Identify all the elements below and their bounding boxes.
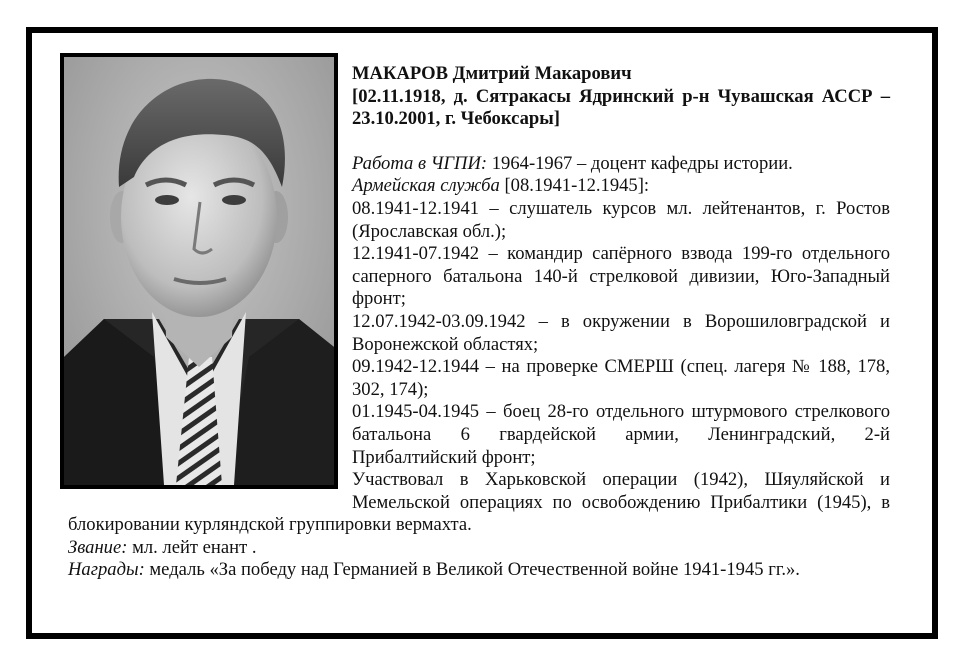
biography-text [68,63,890,582]
person-name: МАКАРОВ Дмитрий Макарович [352,63,632,84]
army-entry: 09.1942-12.1944 – на проверке СМЕРШ (спец. лагеря № 188, 178, 302, 174); [352,356,890,400]
army-entry: 12.07.1942-03.09.1942 – в окружении в Ворошиловградской и Воронежской областях; [352,310,890,355]
rank-line [68,537,890,560]
rank-label: Звание: [68,536,128,558]
army-period: [08.1941-12.1945]: [499,175,650,197]
awards-value: медаль «За победу над Германией в Великой Отечественной войне 1941-1945 гг.». [144,559,800,581]
army-label: Армейская служба [352,175,500,197]
person-life-dates: [02.11.1918, д. Сятракасы Ядринский р-н Чувашская АССР – 23.10.2001, г. Чебоксары] [352,85,890,130]
rank-value: мл. лейт енант . [127,536,257,558]
biography-card [26,27,938,639]
operations-text: Участвовал в Харьковской операции (1942), Шяуляйской и Мемельской операциях по освобождению Прибалтики (1945), в блокировании курляндской группировки вермахта. [68,469,890,536]
army-entry: 12.1941-07.1942 – командир сапёрного взвода 199-го отдельного саперного батальона 140-й стрелковой дивизии, Юго-Западный фронт; [352,243,890,310]
work-value: 1964-1967 – доцент кафедры истории. [487,152,793,174]
work-label: Работа в ЧГПИ: [352,152,488,174]
army-entry: 08.1941-12.1941 – слушатель курсов мл. лейтенантов, г. Ростов (Ярославская обл.); [352,197,890,242]
awards-label: Награды: [68,559,145,581]
awards-line [68,559,890,582]
army-entry: 01.1945-04.1945 – боец 28-го отдельного штурмового стрелкового батальона 6 гвардейской армии, Ленинградский, 2-й Прибалтийский фронт; [352,401,890,468]
